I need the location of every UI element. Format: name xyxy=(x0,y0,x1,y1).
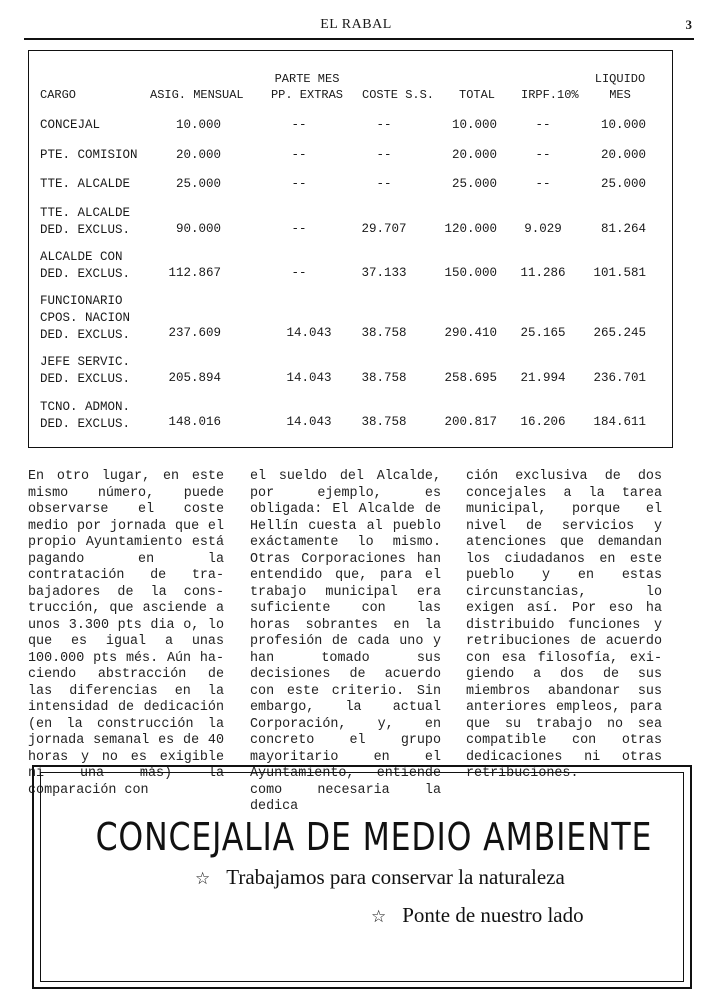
star-icon: ☆ xyxy=(371,907,387,926)
table-cell: 20.000 xyxy=(175,148,221,162)
column-header-asig-mensual: ASIG. MENSUAL xyxy=(150,88,244,102)
table-cell: -- xyxy=(376,177,392,191)
table-cell: 25.000 xyxy=(451,177,497,191)
page-number: 3 xyxy=(685,17,692,32)
table-cell: -- xyxy=(291,148,307,162)
column-header-cargo: CARGO xyxy=(40,88,77,102)
table-cell: 10.000 xyxy=(451,118,497,132)
table-cell: 14.043 xyxy=(286,326,332,340)
table-cell: 20.000 xyxy=(451,148,497,162)
table-cell: 237.609 xyxy=(168,326,221,340)
article-text: el sueldo del Alcalde, por ejemplo, es obligada: El Alcalde de Hellín cuesta al pueblo exáctamente lo mismo. Otras Corporaciones han entendido que, para el trabajo municipal era suficiente con las horas sobrantes en la profesión de cada uno y han tomado sus decisiones de acuerdo con este criterio. Sin embargo, la actual Corporación, y, en concreto el grupo mayoritario en el Ayuntamiento, entiende como necesaria la dedica xyxy=(250,469,441,814)
advertisement-slogan-1 xyxy=(195,865,565,890)
table-cell: 10.000 xyxy=(600,118,646,132)
article-text: ción exclusiva de dos concejales a la tarea municipal, porque el nivel de servicios y atenciones que demandan los ciudadanos en este pueblo y en estas circunstancias, lo exigen así. Por eso ha distribuido funciones y retribuciones de acuerdo con esa filosofía, exigiendo a dos de sus miembros abandonar sus anteriores empleos, para que su trabajo no sea compatible con otras dedicaciones ni otras retribuciones. xyxy=(466,469,662,781)
table-cell: 90.000 xyxy=(175,222,221,236)
table-cell: 9.029 xyxy=(524,222,562,236)
table-cell: -- xyxy=(291,266,307,280)
slogan-text: Trabajamos para conservar la naturaleza xyxy=(226,865,565,889)
table-cell: 148.016 xyxy=(168,415,221,429)
table-cell: 184.611 xyxy=(593,415,646,429)
table-cell: -- xyxy=(291,177,307,191)
header-rule xyxy=(24,38,694,40)
table-cell-cargo: TTE. ALCALDE xyxy=(40,177,131,191)
table-cell: -- xyxy=(535,177,551,191)
table-cell: 37.133 xyxy=(361,266,407,280)
table-cell: 14.043 xyxy=(286,371,332,385)
table-cell-cargo: TCNO. ADMON. DED. EXCLUS. xyxy=(40,400,131,431)
table-cell-cargo: ALCALDE CON DED. EXCLUS. xyxy=(40,250,131,281)
table-cell: 258.695 xyxy=(444,371,497,385)
table-cell: -- xyxy=(376,148,392,162)
article-column-3 xyxy=(466,469,662,783)
table-cell: 25.000 xyxy=(600,177,646,191)
table-cell: -- xyxy=(291,222,307,236)
table-cell: 11.286 xyxy=(520,266,566,280)
column-header-total: TOTAL xyxy=(459,88,496,102)
advertisement-box xyxy=(32,765,692,989)
table-cell: 21.994 xyxy=(520,371,566,385)
article-text: En otro lugar, en este mismo número, puede observarse el coste medio por jornada que el propio Ayuntamiento está pagando en la contratación de trabajadores de la construcción, que asciende a unos 3.300 pts dia o, lo que es igual a unas 100.000 pts més. Aún haciendo abstracción de las diferencias en la intensidad de dedicación (en la construcción la jornada semanal es de 40 horas y no es exigible ni una más) la comparación con xyxy=(28,469,224,798)
table-cell: 290.410 xyxy=(444,326,497,340)
table-cell: 16.206 xyxy=(520,415,566,429)
table-cell: 205.894 xyxy=(168,371,221,385)
table-cell-cargo: FUNCIONARIO CPOS. NACION DED. EXCLUS. xyxy=(40,294,131,342)
table-cell: -- xyxy=(291,118,307,132)
table-cell: 101.581 xyxy=(593,266,646,280)
advertisement-title: CONCEJALIA DE MEDIO AMBIENTE xyxy=(95,815,653,859)
table-cell: 200.817 xyxy=(444,415,497,429)
table-cell: 112.867 xyxy=(168,266,221,280)
publication-title: EL RABAL xyxy=(320,17,392,32)
article-column-2 xyxy=(250,469,441,816)
table-cell: -- xyxy=(535,118,551,132)
advertisement-inner-frame xyxy=(40,772,684,982)
column-header-liquido-mes: LIQUIDO MES xyxy=(594,72,646,102)
table-cell: -- xyxy=(535,148,551,162)
column-header-parte-mes: PARTE MES PP. EXTRAS xyxy=(270,72,343,102)
table-cell: 25.165 xyxy=(520,326,566,340)
column-header-irpf: IRPF.10% xyxy=(521,88,579,102)
table-cell: 25.000 xyxy=(175,177,221,191)
table-cell-cargo: JEFE SERVIC. DED. EXCLUS. xyxy=(40,355,131,386)
table-cell-cargo: PTE. COMISION xyxy=(40,148,138,162)
table-cell: 38.758 xyxy=(361,371,407,385)
table-cell-cargo: CONCEJAL xyxy=(40,118,101,132)
table-cell: -- xyxy=(376,118,392,132)
column-header-coste-ss: COSTE S.S. xyxy=(362,88,435,102)
advertisement-slogan-2 xyxy=(371,903,584,928)
salary-table xyxy=(28,50,673,448)
table-cell: 14.043 xyxy=(286,415,332,429)
table-cell: 38.758 xyxy=(361,415,407,429)
table-cell: 120.000 xyxy=(444,222,497,236)
table-cell: 38.758 xyxy=(361,326,407,340)
table-cell: 29.707 xyxy=(361,222,407,236)
table-cell: 265.245 xyxy=(593,326,646,340)
table-cell: 150.000 xyxy=(444,266,497,280)
table-cell: 10.000 xyxy=(175,118,221,132)
table-cell-cargo: TTE. ALCALDE DED. EXCLUS. xyxy=(40,206,131,237)
article-column-1 xyxy=(28,469,224,799)
star-icon: ☆ xyxy=(195,869,211,888)
page-header xyxy=(20,17,692,39)
table-cell: 81.264 xyxy=(600,222,646,236)
slogan-text: Ponte de nuestro lado xyxy=(402,903,584,927)
table-cell: 236.701 xyxy=(593,371,646,385)
table-cell: 20.000 xyxy=(600,148,646,162)
